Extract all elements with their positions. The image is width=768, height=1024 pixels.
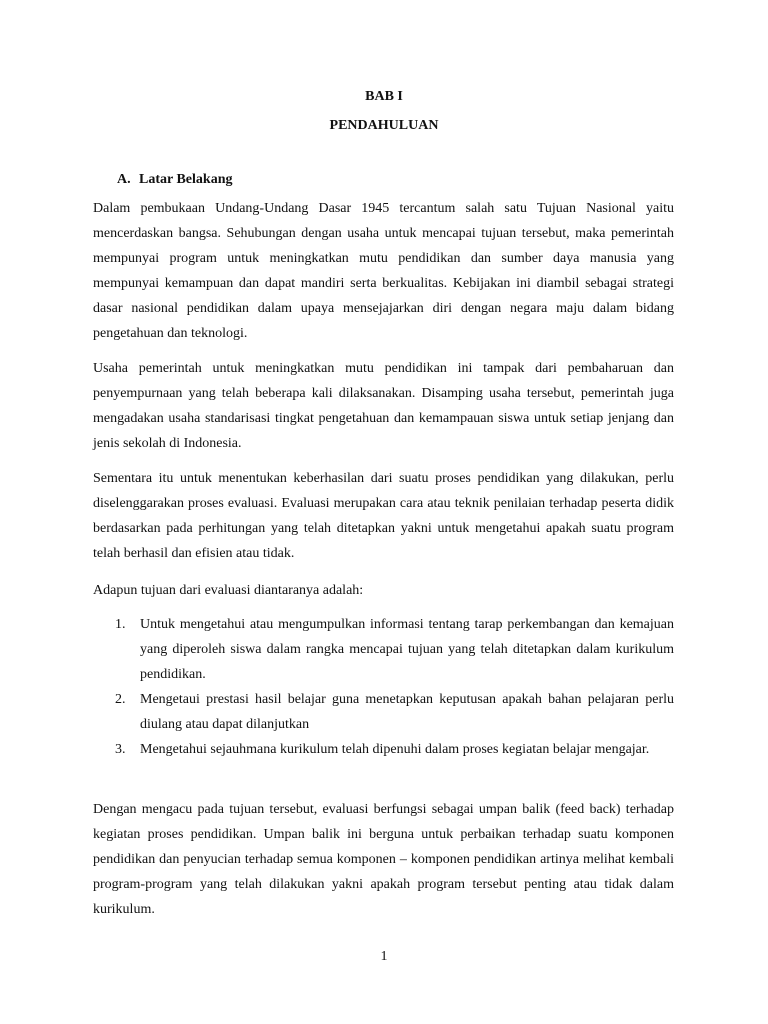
- paragraph: Usaha pemerintah untuk meningkatkan mutu pendidikan ini tampak dari pembaharuan dan penyempurnaan yang telah beberapa kali dilaksanakan. Disamping usaha tersebut, pemerintah juga mengadakan usaha standarisasi tingkat pengetahuan dan kemampauan siswa untuk setiap jenjang dan jenis sekolah di Indonesia.: [93, 361, 674, 451]
- list-item: [93, 687, 674, 737]
- chapter-label: BAB I: [365, 89, 403, 104]
- evaluation-goals-list: [93, 612, 674, 762]
- section-letter: A.: [117, 172, 131, 187]
- list-item-text: Untuk mengetahui atau mengumpulkan informasi tentang tarap perkembangan dan kemajuan yang diperoleh siswa dalam rangka mencapai tujuan yang telah ditetapkan dalam kurikulum pendidikan.: [140, 617, 674, 682]
- list-number: 3.: [115, 742, 126, 757]
- paragraph: Dalam pembukaan Undang-Undang Dasar 1945 tercantum salah satu Tujuan Nasional yaitu mencerdaskan bangsa. Sehubungan dengan usaha untuk mencapai tujuan tersebut, maka pemerintah mempunyai program untuk meningkatkan mutu pendidikan dan sumber daya manusia yang mempunyai kemampuan dan dapat mandiri serta berkualitas. Kebijakan ini diambil sebagai strategi dasar nasional pendidikan dalam upaya mensejajarkan diri dengan negara maju dalam bidang pengetahuan dan teknologi.: [93, 201, 674, 341]
- section-heading: [117, 172, 232, 188]
- list-item-text: Mengetaui prestasi hasil belajar guna menetapkan keputusan apakah bahan pelajaran perlu diulang atau dapat dilanjutkan: [140, 692, 674, 732]
- paragraph-5-container: [93, 797, 674, 922]
- list-item: [93, 737, 674, 762]
- list-number: 2.: [115, 692, 126, 707]
- paragraph: Dengan mengacu pada tujuan tersebut, evaluasi berfungsi sebagai umpan balik (feed back) terhadap kegiatan proses pendidikan. Umpan balik ini berguna untuk perbaikan terhadap suatu komponen pendidikan dan penyucian terhadap semua komponen – komponen pendidikan artinya melihat kembali program-program yang telah dilakukan yakni apakah program tersebut penting atau tidak dalam kurikulum.: [93, 802, 674, 917]
- chapter-title: PENDAHULUAN: [329, 118, 439, 133]
- list-number: 1.: [115, 617, 126, 632]
- list-item: [93, 612, 674, 687]
- paragraph: Sementara itu untuk menentukan keberhasilan dari suatu proses pendidikan yang dilakukan, perlu diselenggarakan proses evaluasi. Evaluasi merupakan cara atau teknik penilaian terhadap peserta didik berdasarkan pada perhitungan yang telah ditetapkan yakni untuk mengetahui apakah suatu program telah berhasil dan efisien atau tidak.: [93, 471, 674, 561]
- paragraph-1-container: [93, 196, 674, 346]
- page-number: 1: [380, 949, 388, 964]
- list-item-text: Mengetahui sejauhmana kurikulum telah dipenuhi dalam proses kegiatan belajar mengajar.: [140, 742, 650, 757]
- paragraph: Adapun tujuan dari evaluasi diantaranya adalah:: [93, 583, 364, 598]
- paragraph-3-container: [93, 466, 674, 566]
- paragraph-4-container: [93, 578, 674, 603]
- paragraph-2-container: [93, 356, 674, 456]
- section-title: Latar Belakang: [139, 172, 233, 187]
